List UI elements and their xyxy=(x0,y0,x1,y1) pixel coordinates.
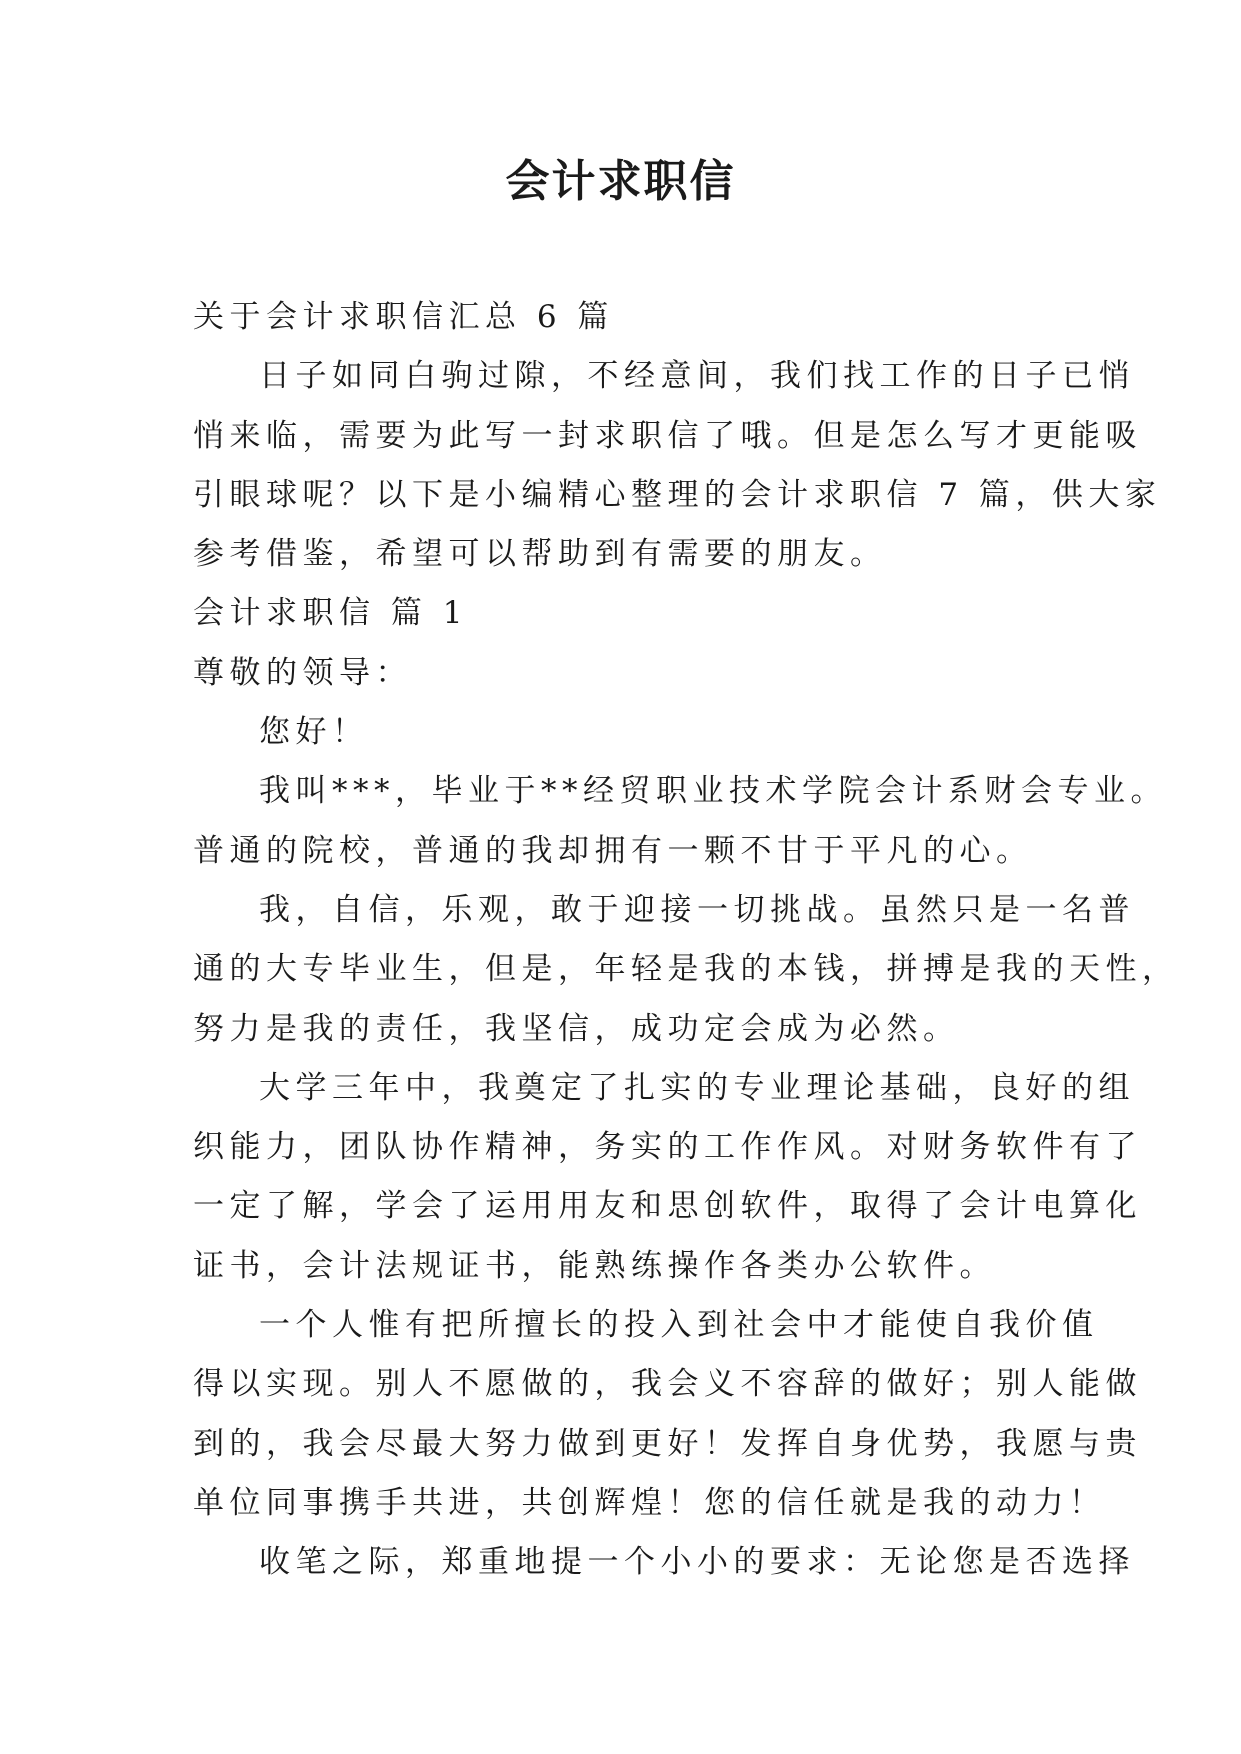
text-line: 一定了解，学会了运用用友和思创软件，取得了会计电算化 xyxy=(193,1188,1142,1225)
text-line: 参考借鉴，希望可以帮助到有需要的朋友。 xyxy=(193,536,887,573)
text-line: 收笔之际，郑重地提一个小小的要求：无论您是否选择 xyxy=(259,1544,1135,1581)
text-line: 得以实现。别人不愿做的，我会义不容辞的做好；别人能做 xyxy=(193,1366,1142,1403)
text-line: 到的，我会尽最大努力做到更好！发挥自身优势，我愿与贵 xyxy=(193,1425,1142,1462)
document-title: 会计求职信 xyxy=(505,156,736,207)
text-line: 我叫***，毕业于**经贸职业技术学院会计系财会专业。 xyxy=(259,773,1167,810)
text-line: 我，自信，乐观，敢于迎接一切挑战。虽然只是一名普 xyxy=(259,891,1135,928)
document-body xyxy=(193,288,1179,1593)
text-line: 努力是我的责任，我坚信，成功定会成为必然。 xyxy=(193,1010,960,1047)
text-line: 您好！ xyxy=(259,714,369,751)
text-line: 织能力，团队协作精神，务实的工作作风。对财务软件有了 xyxy=(193,1129,1142,1166)
text-line: 一个人惟有把所擅长的投入到社会中才能使自我价值 xyxy=(259,1307,1099,1344)
text-line: 日子如同白驹过隙，不经意间，我们找工作的日子已悄 xyxy=(259,358,1135,395)
text-line: 通的大专毕业生，但是，年轻是我的本钱，拼搏是我的天性， xyxy=(193,951,1179,988)
text-line: 普通的院校，普通的我却拥有一颗不甘于平凡的心。 xyxy=(193,832,1033,869)
text-line: 引眼球呢？以下是小编精心整理的会计求职信 7 篇，供大家 xyxy=(193,476,1162,513)
text-line: 悄来临，需要为此写一封求职信了哦。但是怎么写才更能吸 xyxy=(193,417,1142,454)
text-line: 大学三年中，我奠定了扎实的专业理论基础，良好的组 xyxy=(259,1069,1135,1106)
text-line: 证书，会计法规证书，能熟练操作各类办公软件。 xyxy=(193,1247,996,1284)
text-line: 会计求职信 篇 1 xyxy=(193,595,468,632)
text-line: 单位同事携手共进，共创辉煌！您的信任就是我的动力！ xyxy=(193,1484,1106,1521)
text-line: 尊敬的领导： xyxy=(193,654,412,691)
text-line: 关于会计求职信汇总 6 篇 xyxy=(193,299,614,335)
